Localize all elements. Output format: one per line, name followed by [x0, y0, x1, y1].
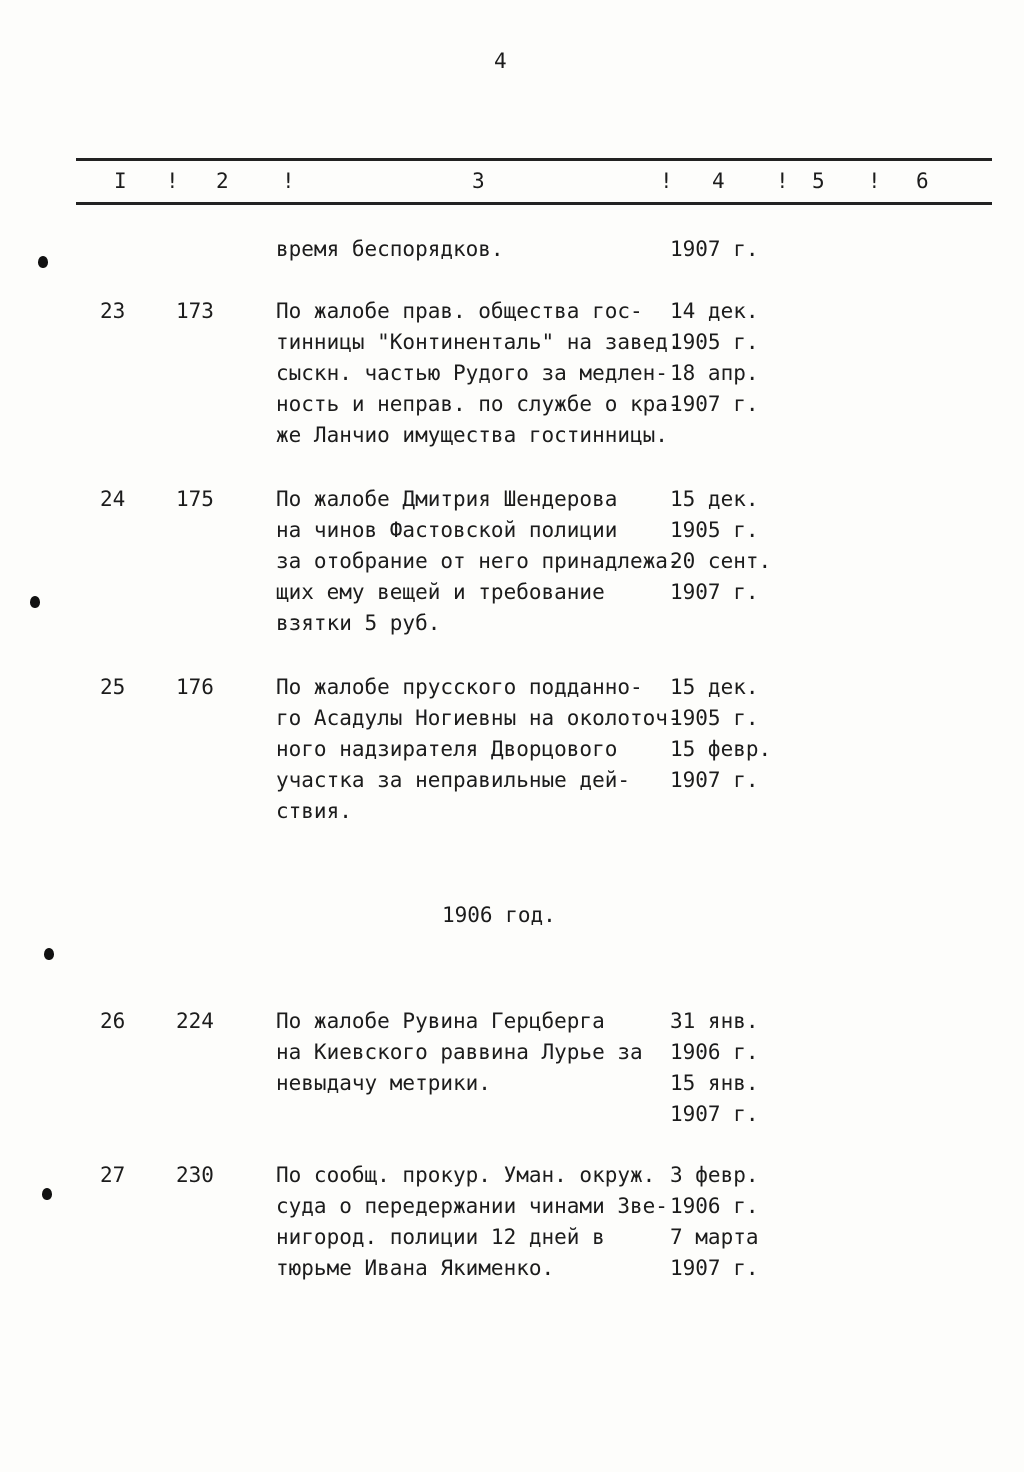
column-separator: ! [660, 169, 673, 193]
entry-number: 24 [100, 487, 126, 511]
column-header-4: 4 [712, 169, 725, 193]
entry-dates: 3 февр. 1906 г. 7 марта 1907 г. [670, 1163, 759, 1280]
entry-description: По жалобе прав. общества гос- тинницы "Континенталь" на завед. сыскн. частью Рудого за медлен- ность и неправ. по службе о кра- же Ланчио имущества гостинницы. [276, 299, 681, 447]
entry-dates: 31 янв. 1906 г. 15 янв. 1907 г. [670, 1009, 759, 1126]
column-header-2: 2 [216, 169, 229, 193]
column-separator: ! [166, 169, 179, 193]
case-number: 175 [176, 487, 214, 511]
punch-hole-icon [44, 948, 54, 960]
case-number: 173 [176, 299, 214, 323]
case-number: 230 [176, 1163, 214, 1187]
page-number: 4 [494, 49, 507, 73]
entry-description: По жалобе Рувина Герцберга на Киевского раввина Лурье за невыдачу метрики. [276, 1009, 643, 1095]
entry-dates: 15 дек. 1905 г. 20 сент. 1907 г. [670, 487, 772, 604]
column-header-6: 6 [916, 169, 929, 193]
entry-description: По жалобе прусского подданно- го Асадулы Ногиевны на околоточ- ного надзирателя Дворцового участка за неправильные дей- ствия. [276, 675, 681, 823]
section-title: 1906 год. [442, 903, 556, 927]
table-header-rule-bottom [76, 202, 992, 205]
table-header-rule-top [76, 158, 992, 161]
entry-number: 26 [100, 1009, 126, 1033]
punch-hole-icon [42, 1188, 52, 1200]
punch-hole-icon [38, 256, 48, 268]
column-header-1: I [114, 169, 127, 193]
column-separator: ! [776, 169, 789, 193]
entry-number: 23 [100, 299, 126, 323]
column-separator: ! [868, 169, 881, 193]
column-header-5: 5 [812, 169, 825, 193]
case-number: 224 [176, 1009, 214, 1033]
entry-description: По жалобе Дмитрия Шендерова на чинов Фастовской полиции за отобрание от него принадлежа- щих ему вещей и требование взятки 5 руб. [276, 487, 681, 635]
entry-dates: 14 дек. 1905 г. 18 апр. 1907 г. [670, 299, 759, 416]
punch-hole-icon [30, 596, 40, 608]
case-number: 176 [176, 675, 214, 699]
entry-description: По сообщ. прокур. Уман. окруж. суда о передержании чинами Зве- нигород. полиции 12 дней в тюрьме Ивана Якименко. [276, 1163, 668, 1280]
entry-number: 25 [100, 675, 126, 699]
entry-number: 27 [100, 1163, 126, 1187]
entry-dates: 1907 г. [670, 237, 759, 261]
entry-description: время беспорядков. [276, 237, 504, 261]
column-separator: ! [282, 169, 295, 193]
column-header-3: 3 [472, 169, 485, 193]
entry-dates: 15 дек. 1905 г. 15 февр. 1907 г. [670, 675, 772, 792]
